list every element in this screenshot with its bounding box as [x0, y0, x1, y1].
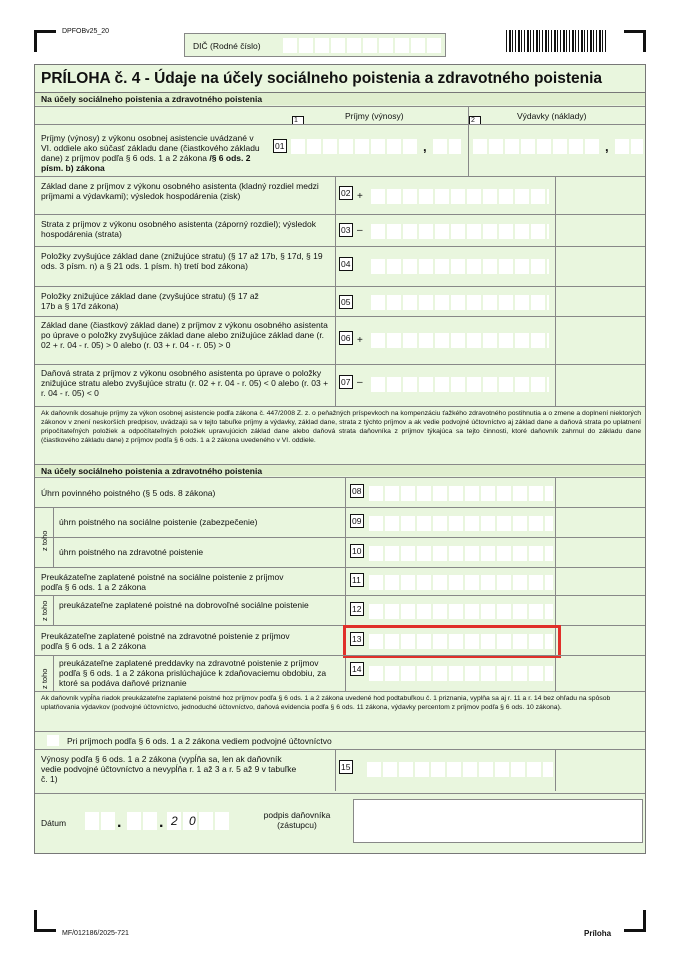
- row-07: [35, 364, 645, 406]
- page-label: Príloha: [584, 929, 612, 938]
- row-06: [35, 316, 645, 364]
- row-02-label: Základ dane z príjmov z výkonu osobného asistenta (kladný rozdiel medzi príjmami a výdavkami); výsledok hospodárenia (zisk): [41, 181, 319, 201]
- row-10-label: úhrn poistného na zdravotné poistenie: [59, 547, 204, 557]
- row-06-label: Základ dane (čiastkový základ dane) z príjmov z výkonu osobného asistenta po úprave o položky zvyšujúce základ dane alebo znižujúce základ dane (r. 02 + r. 04 - r. 05) > 0 alebo (r. 03 + r. 04 - r. 05) > 0: [41, 320, 328, 350]
- section2-note: Ak daňovník vypĺňa riadok preukázateľne zaplatené poistné hoz príjmov podľa § 6 ods. 1 a 2 zákona uvedené hod podtabuľkou č. 1 priznania, vyplňa sa aj r. 11 a r. 14 bez ohľadu na spôsob uplatňovania výdavkov (podvojné účtovníctvo, jednoduché účtovníctvo, daňová evidencia podľa § 6 ods. 11 zákona, výdavky percentom z príjmov podľa § 6 ods. 10 zákona).: [35, 691, 645, 729]
- row-02-sign: +: [357, 191, 363, 202]
- row-13-highlight: [343, 625, 561, 658]
- double-entry-checkbox[interactable]: [47, 735, 59, 746]
- date-day-input[interactable]: [85, 812, 115, 830]
- row-03-label: Strata z príjmov z výkonu osobného asistenta (záporný rozdiel); výsledok hospodárenia (strata): [41, 219, 316, 239]
- row-11-input[interactable]: [369, 575, 553, 590]
- corner-mark-tl: [34, 30, 56, 52]
- row-09-input[interactable]: [369, 516, 553, 531]
- date-signature-row: Dátum . . 2 0 podpis daňovníka (zástupcu): [35, 793, 645, 855]
- row-03-input[interactable]: [371, 224, 549, 239]
- page-title: PRÍLOHA č. 4 - Údaje na účely sociálneho poistenia a zdravotného poistenia: [41, 70, 602, 87]
- document-code: MF/012186/2025-721: [62, 930, 129, 937]
- row-06-number: 06: [339, 331, 353, 345]
- row-01-label: Príjmy (výnosy) z výkonu osobnej asistencie uvádzané v VI. oddiele ako súčasť základu dane (čiastkového základu dane) z príjmov podľa § 6 ods. 1 a 2 zákona /§ 6 ods. 2 písm. b) zákona: [41, 133, 260, 173]
- barcode: [506, 30, 606, 52]
- row-07-number: 07: [339, 375, 353, 389]
- row-11-number: 11: [350, 573, 364, 587]
- checkbox-row: [35, 731, 645, 749]
- row-08-number: 08: [350, 484, 364, 498]
- row-09-label: úhrn poistného na sociálne poistenie (zabezpečenie): [59, 517, 258, 527]
- row-15-input[interactable]: [367, 762, 553, 777]
- form-sheet: [34, 92, 646, 854]
- row-03-number: 03: [339, 223, 353, 237]
- row-15-number: 15: [339, 760, 353, 774]
- row-13: [35, 625, 645, 655]
- row-12: [35, 595, 645, 625]
- row-14: [35, 655, 645, 691]
- row-01-number: 01: [273, 139, 287, 153]
- row-04-label: Položky zvyšujúce základ dane (znižujúce stratu) (§ 17 až 17b, § 17d, § 19 ods. 3 písm. n) a § 21 ods. 1 písm. h) tretí bod zákona): [41, 251, 323, 271]
- col2-number: 2: [469, 116, 481, 125]
- row-15-label: Výnosy podľa § 6 ods. 1 a 2 zákona (vypĺňa sa, len ak daňovník vedie podvojné účtovníctvo a nevypĺňa r. 1 až 3 a r. 5 až 9 v tabuľke č. 1): [41, 754, 297, 784]
- row-01-expense-input[interactable]: ,: [473, 139, 643, 154]
- row-01: [35, 124, 645, 176]
- row-09-number: 09: [350, 514, 364, 528]
- row-12-input[interactable]: [369, 604, 553, 619]
- z-toho-label-3: z toho: [40, 668, 49, 689]
- row-14-label: preukázateľne zaplatené preddavky na zdravotné poistenie z príjmov podľa § 6 ods. 1 a 2 zákona prislúchajúce k zdaňovaciemu obdobiu, za ktoré sa podáva daňové priznanie: [59, 658, 327, 688]
- row-10-input[interactable]: [369, 546, 553, 561]
- row-10-number: 10: [350, 544, 364, 558]
- section2-heading: Na účely sociálneho poistenia a zdravotného poistenia: [35, 464, 645, 476]
- row-05: [35, 286, 645, 316]
- corner-mark-tr: [624, 30, 646, 52]
- row-08-label: Úhrn povinného poistného (§ 5 ods. 8 zákona): [41, 488, 216, 498]
- col1-label: Príjmy (výnosy): [345, 111, 404, 121]
- corner-mark-bl: [34, 910, 56, 932]
- row-04: [35, 246, 645, 286]
- row-01-income-input[interactable]: ,: [291, 139, 461, 154]
- row-05-label: Položky znižujúce základ dane (zvyšujúce stratu) (§ 17 až 17b a § 17d zákona): [41, 291, 259, 311]
- row-04-number: 04: [339, 257, 353, 271]
- row-03: [35, 214, 645, 246]
- row-14-input[interactable]: [369, 666, 553, 681]
- row-02: [35, 176, 645, 214]
- row-12-label: preukázateľne zaplatené poistné na dobrovoľné sociálne poistenie: [59, 600, 309, 610]
- date-year-prefix: 2 0: [171, 814, 200, 828]
- z-toho-label-1: z toho: [40, 530, 49, 551]
- col2-label: Výdavky (náklady): [517, 111, 587, 121]
- dic-input[interactable]: [283, 38, 441, 53]
- row-07-label: Daňová strata z príjmov z výkonu osobného asistenta po úprave o položky znižujúce stratu alebo zvyšujúce stratu (r. 02 + r. 04 - r. 05) < 0 alebo (r. 03 + r. 04 - r. 05) < 0: [41, 368, 329, 398]
- row-06-input[interactable]: [371, 333, 549, 348]
- dic-label: DIČ (Rodné číslo): [193, 41, 261, 51]
- row-09: [35, 507, 645, 537]
- checkbox-label: Pri príjmoch podľa § 6 ods. 1 a 2 zákona vediem podvojné účtovníctvo: [67, 736, 332, 746]
- row-11-label: Preukázateľne zaplatené poistné na sociálne poistenie z príjmov podľa § 6 ods. 1 a 2 zákona: [41, 572, 284, 592]
- row-05-number: 05: [339, 295, 353, 309]
- row-02-number: 02: [339, 186, 353, 200]
- signature-label: podpis daňovníka (zástupcu): [263, 810, 331, 830]
- z-toho-label-2: z toho: [40, 600, 49, 621]
- col1-number: 1: [292, 116, 304, 125]
- form-title-box: [34, 64, 646, 92]
- row-07-input[interactable]: [371, 377, 549, 392]
- section1-note: Ak daňovník dosahuje príjmy za výkon osobnej asistencie podľa zákona č. 447/2008 Z. z. o peňažných príspevkoch na kompenzáciu ťažkého zdravotného postihnutia a o zmene a doplnení niektorých zákonov v znení neskorších predpisov, uvádzajú sa v tejto tabuľke príjmy a výdavky, základ dane, strata z týchto príjmov a ak vedie podvojné účtovníctvo aj základ dane a daňová strata po uplatnení pripočítateľných položiek a odpočítateľných položiek upravujúcich základ dane alebo daňová strata daňovníka z príjmov týkajúca sa tejto činnosti, ktoré daňovník zahrnul do základu dane (čiastkového základu dane) z príjmov podľa § 6 ods. 1 a 2 zákona uvedeného v VI. oddiele.: [35, 406, 645, 462]
- row-08: [35, 477, 645, 507]
- signature-field[interactable]: [353, 799, 643, 843]
- row-13-label: Preukázateľne zaplatené poistné na zdravotné poistenie z príjmov podľa § 6 ods. 1 a 2 zákona: [41, 631, 290, 651]
- column-header-row: [35, 106, 645, 124]
- row-12-number: 12: [350, 602, 364, 616]
- form-code: DPFOBv25_20: [62, 28, 110, 35]
- row-06-sign: +: [357, 335, 363, 346]
- dic-box: [184, 33, 446, 57]
- row-10: [35, 537, 645, 567]
- row-03-sign: –: [357, 225, 363, 236]
- date-label: Dátum: [41, 818, 67, 828]
- row-08-input[interactable]: [369, 486, 553, 501]
- row-14-number: 14: [350, 662, 364, 676]
- row-11: [35, 567, 645, 595]
- corner-mark-br: [624, 910, 646, 932]
- date-month-input[interactable]: [127, 812, 157, 830]
- row-02-input[interactable]: [371, 189, 549, 204]
- date-year-input[interactable]: [167, 812, 229, 830]
- row-05-input[interactable]: [371, 295, 549, 310]
- row-13-number: 13: [350, 632, 364, 646]
- row-04-input[interactable]: [371, 259, 549, 274]
- section1-heading: Na účely sociálneho poistenia a zdravotného poistenia: [35, 93, 645, 105]
- row-15: [35, 749, 645, 791]
- row-07-sign: –: [357, 377, 363, 388]
